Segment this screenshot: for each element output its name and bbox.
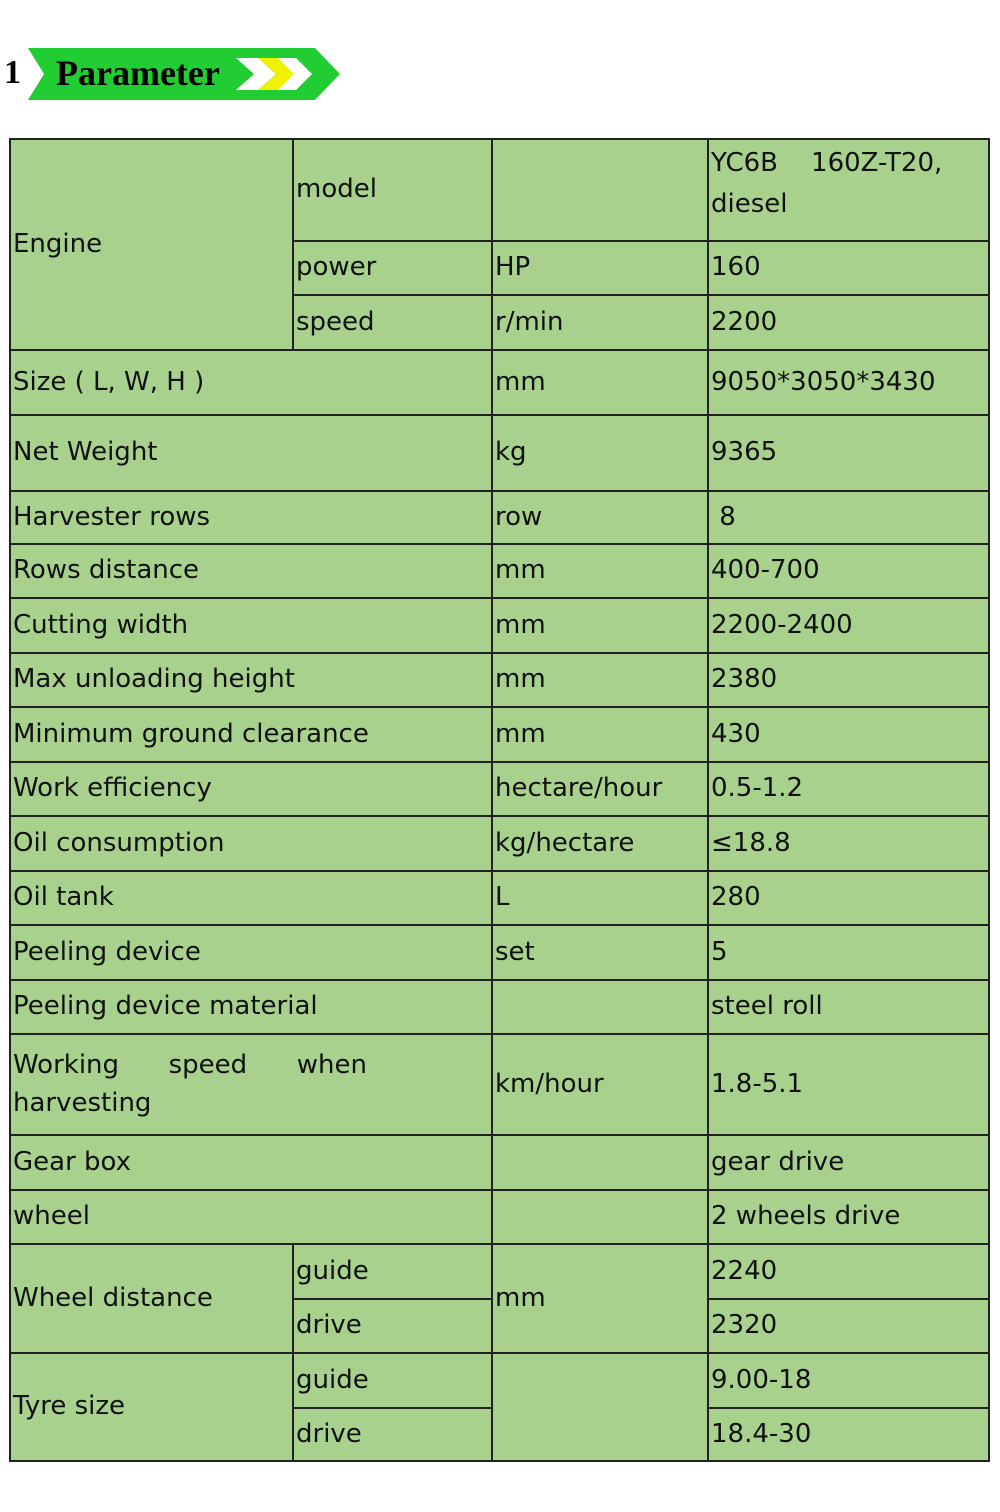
row-label-wrapped: [10, 1034, 492, 1135]
engine-label: Engine: [10, 139, 293, 350]
row-unit: kg/hectare: [492, 816, 708, 871]
table-row: [10, 816, 989, 871]
row-label: Oil consumption: [10, 816, 492, 871]
row-value: 430: [708, 707, 989, 762]
row-value: 5: [708, 925, 989, 980]
engine-model-value-line2: diesel: [711, 189, 788, 220]
row-label: Minimum ground clearance: [10, 707, 492, 762]
row-label: Max unloading height: [10, 653, 492, 707]
section-number: 1: [4, 54, 21, 91]
engine-power-value: 160: [708, 241, 989, 295]
row-value: 8: [708, 491, 989, 544]
row-value: 1.8-5.1: [708, 1034, 989, 1135]
row-value: ≤18.8: [708, 816, 989, 871]
table-row: [10, 544, 989, 598]
row-unit: [492, 1190, 708, 1244]
row-value: 400-700: [708, 544, 989, 598]
table-row: [10, 653, 989, 707]
row-label: wheel: [10, 1190, 492, 1244]
row-unit: [492, 980, 708, 1034]
table-row: [10, 415, 989, 491]
tyre-size-unit: [492, 1353, 708, 1461]
row-label: Rows distance: [10, 544, 492, 598]
wheel-distance-guide-name: guide: [293, 1244, 492, 1299]
table-row: [10, 139, 989, 241]
row-unit: hectare/hour: [492, 762, 708, 816]
row-value: steel roll: [708, 980, 989, 1034]
table-row: [10, 350, 989, 415]
table-row: [10, 925, 989, 980]
row-unit: L: [492, 871, 708, 925]
engine-power-name: power: [293, 241, 492, 295]
tyre-size-label: Tyre size: [10, 1353, 293, 1461]
row-label-line2: harvesting: [13, 1087, 152, 1118]
row-value: 2380: [708, 653, 989, 707]
row-label: Harvester rows: [10, 491, 492, 544]
row-value: 0.5-1.2: [708, 762, 989, 816]
engine-model-value-line1: YC6B 160Z-T20,: [711, 148, 943, 178]
row-value: 280: [708, 871, 989, 925]
row-label: Peeling device: [10, 925, 492, 980]
row-label: Net Weight: [10, 415, 492, 491]
row-label: Cutting width: [10, 598, 492, 653]
row-unit: mm: [492, 707, 708, 762]
row-unit: kg: [492, 415, 708, 491]
tyre-size-guide-name: guide: [293, 1353, 492, 1408]
engine-speed-value: 2200: [708, 295, 989, 350]
tyre-size-drive-value: 18.4-30: [708, 1408, 989, 1461]
row-unit: set: [492, 925, 708, 980]
row-unit: row: [492, 491, 708, 544]
parameter-table: [9, 138, 990, 1462]
table-row: [10, 1135, 989, 1190]
table-row: [10, 1034, 989, 1135]
engine-power-unit: HP: [492, 241, 708, 295]
wheel-distance-unit: mm: [492, 1244, 708, 1353]
row-value: 2200-2400: [708, 598, 989, 653]
row-label-line1: Working speed when: [13, 1050, 367, 1081]
row-label: Oil tank: [10, 871, 492, 925]
wheel-distance-guide-value: 2240: [708, 1244, 989, 1299]
engine-model-unit: [492, 139, 708, 241]
tyre-size-guide-value: 9.00-18: [708, 1353, 989, 1408]
table-row: [10, 707, 989, 762]
row-unit: mm: [492, 544, 708, 598]
wheel-distance-drive-value: 2320: [708, 1299, 989, 1353]
engine-model-name: model: [293, 139, 492, 241]
table-row: [10, 1353, 989, 1408]
row-label: Work efficiency: [10, 762, 492, 816]
row-unit: mm: [492, 350, 708, 415]
row-unit: km/hour: [492, 1034, 708, 1135]
engine-model-value: [708, 139, 989, 241]
row-label: Gear box: [10, 1135, 492, 1190]
row-unit: [492, 1135, 708, 1190]
table-row: [10, 1244, 989, 1299]
row-value: gear drive: [708, 1135, 989, 1190]
table-row: [10, 491, 989, 544]
row-value: 9365: [708, 415, 989, 491]
tyre-size-drive-name: drive: [293, 1408, 492, 1461]
engine-speed-name: speed: [293, 295, 492, 350]
wheel-distance-drive-name: drive: [293, 1299, 492, 1353]
table-row: [10, 598, 989, 653]
section-header: [0, 44, 360, 104]
table-row: [10, 1190, 989, 1244]
table-row: [10, 871, 989, 925]
row-value: 9050*3050*3430: [708, 350, 989, 415]
section-title: Parameter: [56, 53, 220, 93]
table-row: [10, 762, 989, 816]
wheel-distance-label: Wheel distance: [10, 1244, 293, 1353]
engine-speed-unit: r/min: [492, 295, 708, 350]
table-row: [10, 980, 989, 1034]
row-label: Peeling device material: [10, 980, 492, 1034]
row-value: 2 wheels drive: [708, 1190, 989, 1244]
row-unit: mm: [492, 653, 708, 707]
row-label: Size ( L, W, H ): [10, 350, 492, 415]
row-unit: mm: [492, 598, 708, 653]
